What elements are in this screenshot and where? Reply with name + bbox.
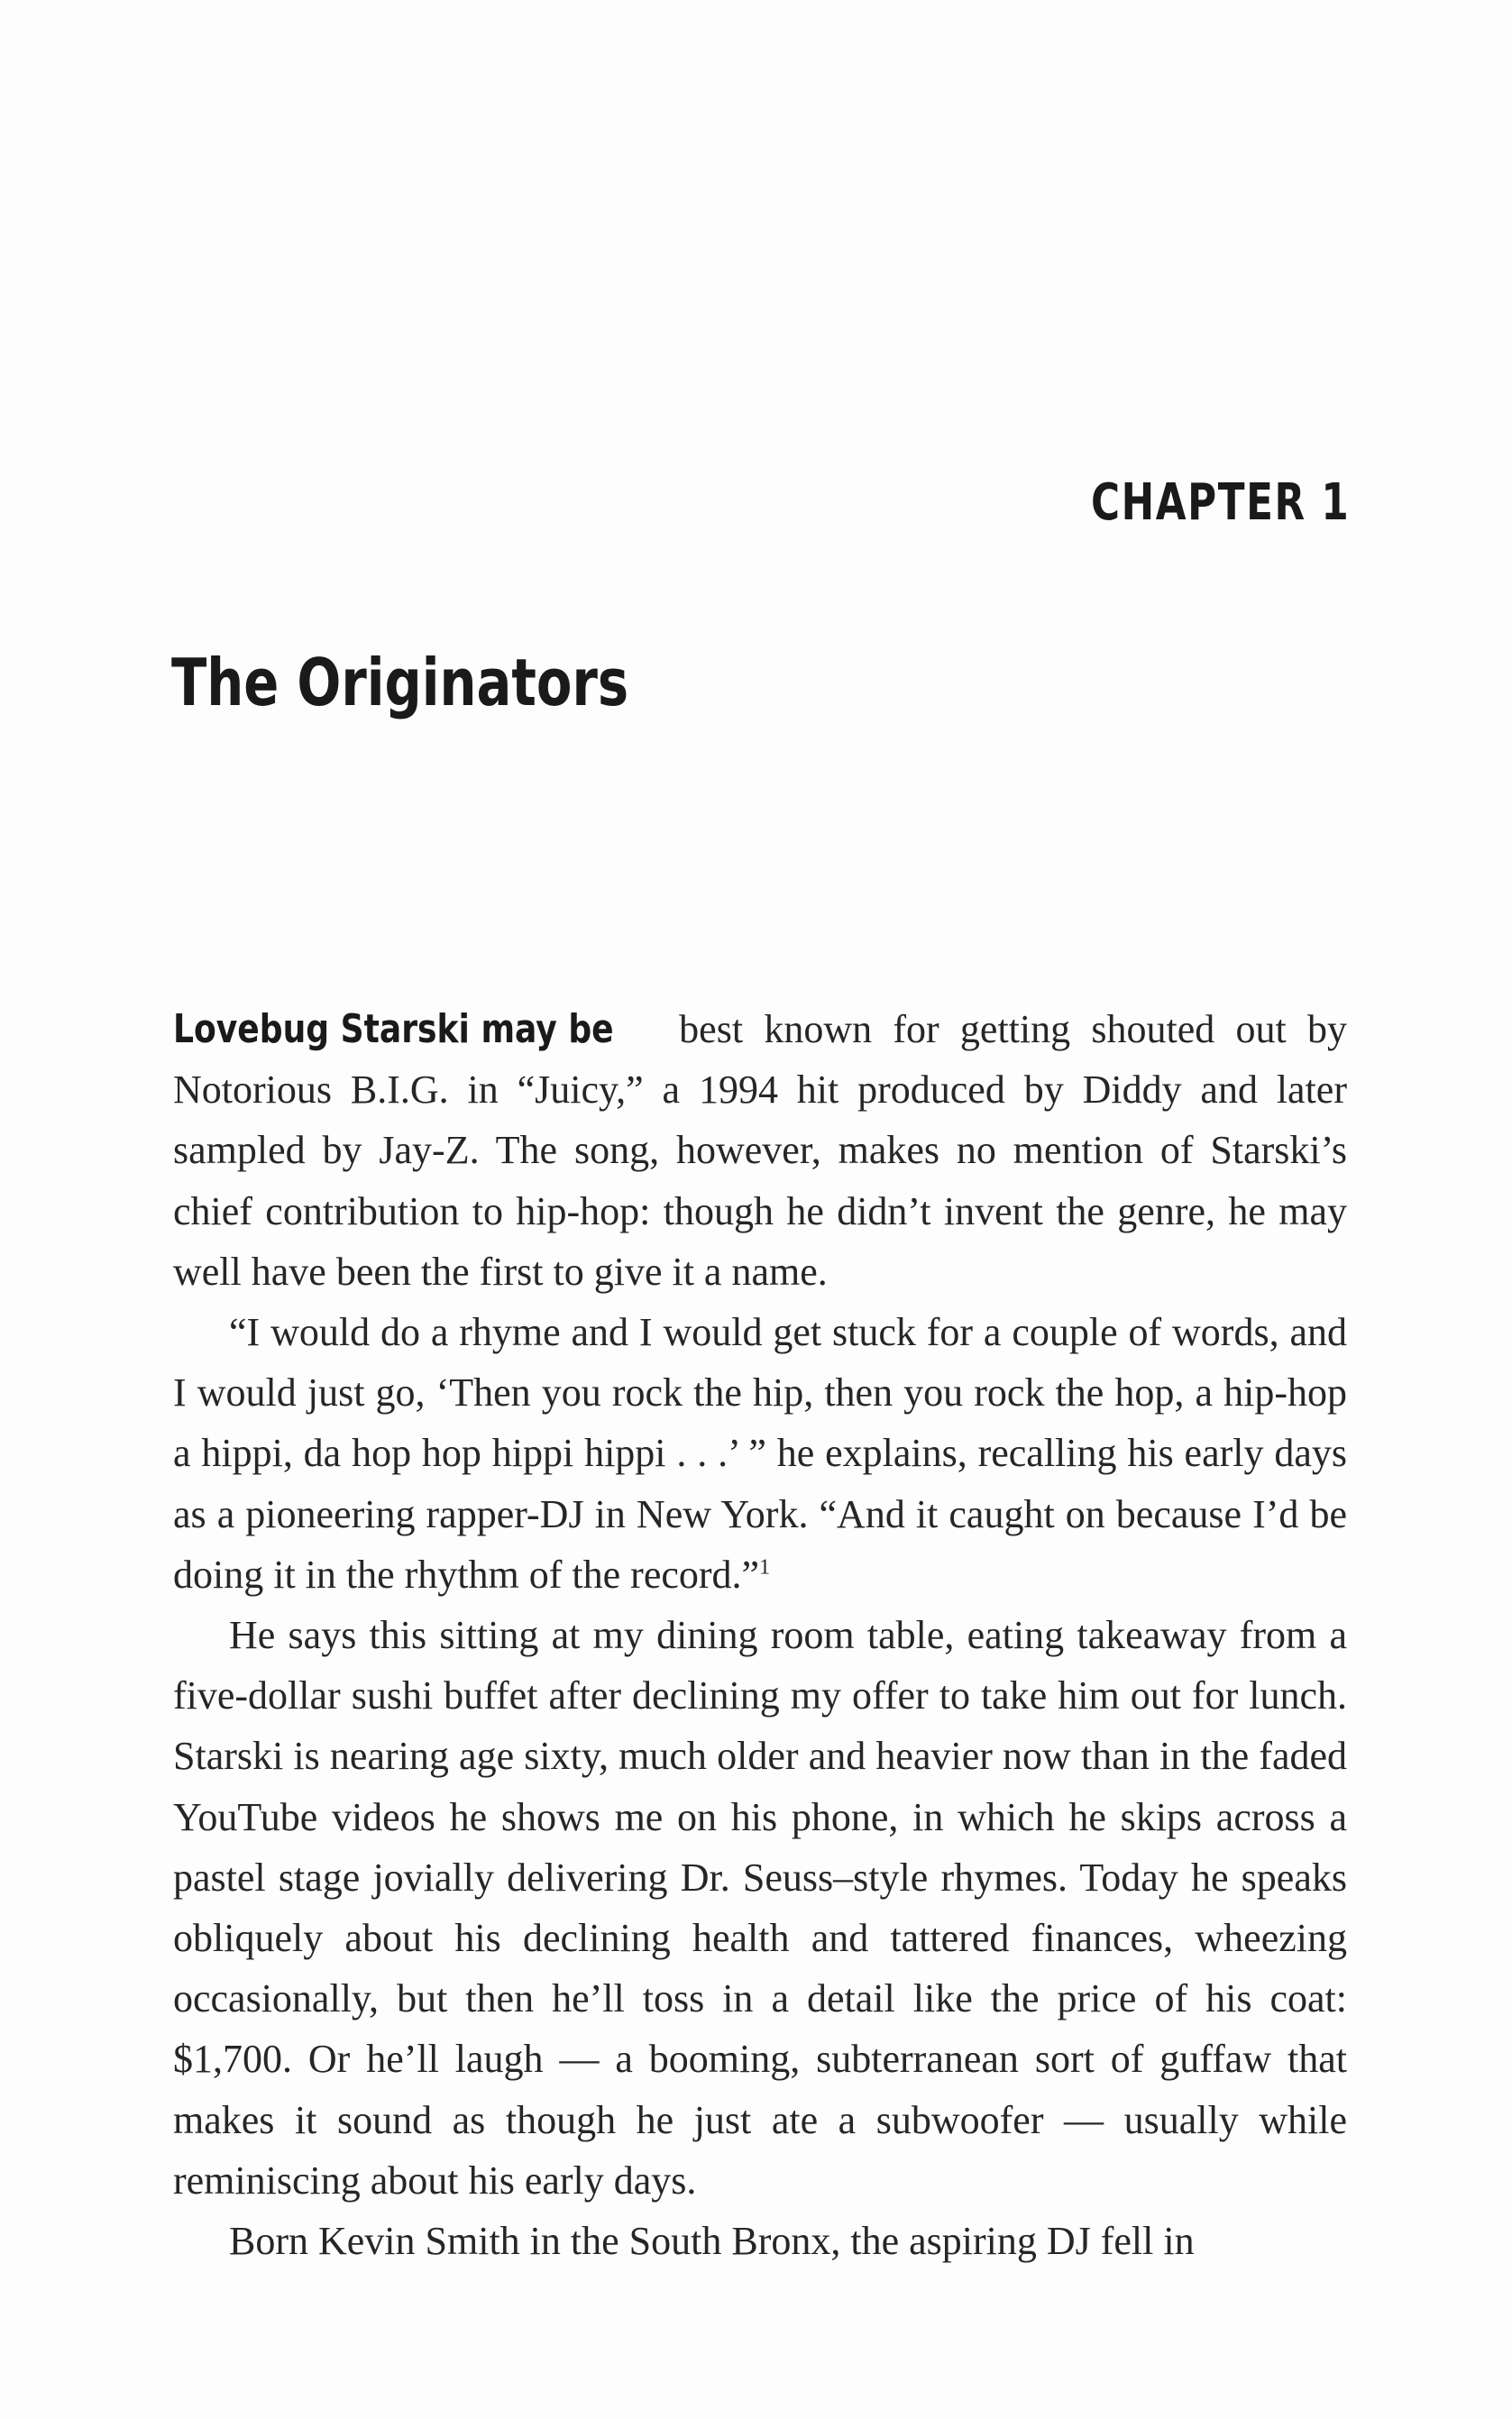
paragraph-2 [173,1302,1347,1605]
paragraph-3-text: He says this sitting at my dining room table, eating takeaway from a five-dollar sushi buffet after declining my offer to take him out for lunch. Starski is nearing age sixty, much older and heavier now than in the faded YouTube videos he shows me on his phone, in which he skips across a pastel stage jovially delivering Dr. Seuss–style rhymes. Today he speaks obliquely about his declining health and tattered finances, wheezing occasionally, but then he’ll toss in a detail like the price of his coat: $1,700. Or he’ll laugh — a booming, subterranean sort of guffaw that makes it sound as though he just ate a subwoofer — usually while reminiscing about his early days. [173,1613,1347,2203]
paragraph-2-text: “I would do a rhyme and I would get stuck for a couple of words, and I would just go, ‘Then you rock the hip, then you rock the hop, a hip-hop a hippi, da hop hop hippi hippi . . .’ ” he explains, recalling his early days as a pioneering rapper-DJ in New York. “And it caught on because I’d be doing it in the rhythm of the record.” [173,1310,1347,1597]
paragraph-4 [173,2211,1347,2271]
paragraph-3 [173,1605,1347,2211]
paragraph-1 [173,999,1347,1302]
paragraph-4-text: Born Kevin Smith in the South Bronx, the aspiring DJ fell in [229,2219,1195,2264]
chapter-number: CHAPTER 1 [1090,473,1350,532]
chapter-title: The Originators [171,645,629,720]
lead-in-text: Lovebug Starski may be [173,1006,614,1052]
footnote-marker: 1 [759,1555,771,1580]
body-text [173,999,1347,2271]
paragraph-1-text: best known for getting shouted out by Notorious B.I.G. in “Juicy,” a 1994 hit produced by Diddy and later sampled by Jay-Z. The song, however, makes no mention of Starski’s chief contribution to hip-hop: though he didn’t invent the genre, he may well have been the first to give it a name. [173,1007,1347,1294]
